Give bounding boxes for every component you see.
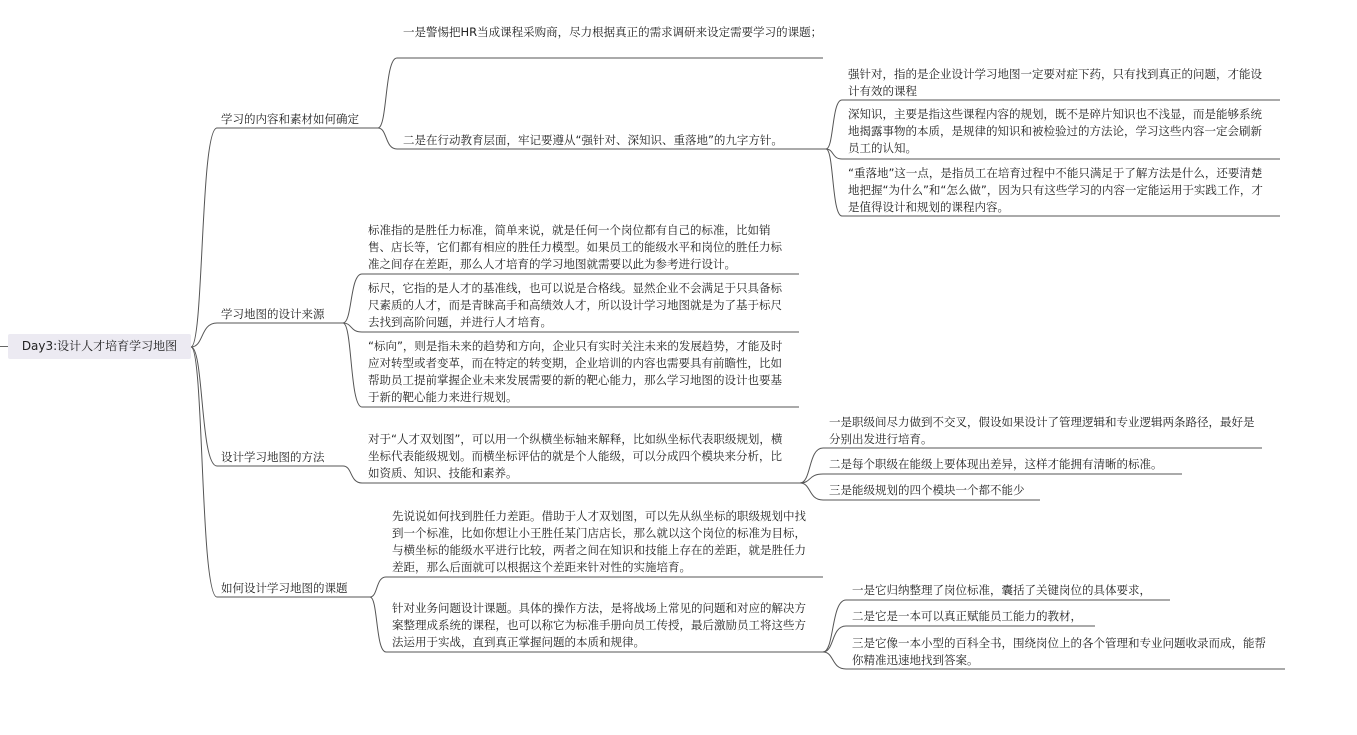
topic-future-direction[interactable]: “标向”，则是指未来的趋势和方向，企业只有实时关注未来的发展趋势，才能及时应对转型或者变革，而在特定的转变期，企业培训的内容也需要具有前瞻性，比如帮助员工提前掌握企业未来发展需要的新的靶心能力，那么学习地图的设计也要基于新的靶心能力来进行规划。 bbox=[368, 339, 783, 404]
branch-design-topics[interactable]: 如何设计学习地图的课题 bbox=[221, 581, 348, 595]
branch-to-topic-link bbox=[343, 323, 362, 332]
topic-to-subtopic-link bbox=[826, 100, 842, 149]
branch-to-topic-link bbox=[370, 577, 386, 597]
topic-business-problem-courses[interactable]: 针对业务问题设计课题。具体的操作方法，是将战场上常见的问题和对应的解决方案整理成系统的课程，也可以称它为标准手册向员工传授，最后激励员工将这些方法运用于实战，直到真正掌握问题的本质和规律。 bbox=[392, 601, 806, 649]
branch-to-topic-link bbox=[378, 58, 397, 128]
branch-design-sources[interactable]: 学习地图的设计来源 bbox=[221, 307, 325, 321]
topic-talent-dual-chart[interactable]: 对于“人才双划图”，可以用一个纵横坐标轴来解释，比如纵坐标代表职级规划，横坐标代表能级规划。而横坐标评估的就是个人能级，可以分成四个模块来分析，比如资质、知识、技能和素养。 bbox=[368, 432, 783, 480]
topic-nine-word-policy[interactable]: 二是在行动教育层面，牢记要遵从“强针对、深知识、重落地”的九字方针。 bbox=[403, 133, 783, 147]
topic-to-subtopic-link bbox=[823, 600, 846, 652]
subtopic-empowering-textbook[interactable]: 二是它是一本可以真正赋能员工能力的教材， bbox=[852, 609, 1082, 623]
subtopic-mini-encyclopedia[interactable]: 三是它像一本小型的百科全书，围绕岗位上的各个管理和专业问题收录而成，能帮你精准迅速地找到答案。 bbox=[852, 636, 1266, 667]
subtopic-rank-difference[interactable]: 二是每个职级在能级上要体现出差异，这样才能拥有清晰的标准。 bbox=[829, 457, 1163, 471]
topic-to-subtopic-link bbox=[800, 474, 823, 483]
topic-hr-course-buyer[interactable]: 一是警惕把HR当成课程采购商，尽力根据真正的需求调研来设定需要学习的课题； bbox=[403, 25, 823, 39]
subtopic-deep-knowledge[interactable]: 深知识，主要是指这些课程内容的规划，既不是碎片知识也不浅显，而是能够系统地揭露事物的本质，是规律的知识和被检验过的方法论，学习这些内容一定会刷新员工的认知。 bbox=[848, 107, 1262, 155]
subtopic-practical-landing[interactable]: “重落地”这一点，是指员工在培育过程中不能只满足于了解方法是什么，还要清楚地把握“为什么”和“怎么做”，因为只有这些学习的内容一定能运用于实践工作，才是值得设计和规划的课程内容。 bbox=[848, 166, 1263, 214]
branch-to-topic-link bbox=[343, 323, 362, 407]
root-connector-stub bbox=[0, 346, 8, 347]
topic-benchmark-ruler[interactable]: 标尺，它指的是人才的基准线，也可以说是合格线。显然企业不会满足于只具备标尺素质的人才，而是青睐高手和高绩效人才，所以设计学习地图就是为了基于标尺去找到高阶问题，并进行人才培育。 bbox=[368, 281, 782, 329]
topic-to-subtopic-link bbox=[826, 149, 842, 159]
subtopic-job-standards[interactable]: 一是它归纳整理了岗位标准，囊括了关键岗位的具体要求， bbox=[852, 583, 1151, 597]
topic-competency-gap[interactable]: 先说说如何找到胜任力差距。借助于人才双划图，可以先从纵坐标的职级规划中找到一个标准，比如你想让小王胜任某门店店长，那么就以这个岗位的标准为目标，与横坐标的能级水平进行比较，两者之间在知识和技能上存在的差距，就是胜任力差距，那么后面就可以根据这个差距来针对性的实施培育。 bbox=[392, 509, 806, 574]
root-to-branch-link bbox=[191, 347, 217, 466]
subtopic-strong-targeting[interactable]: 强针对，指的是企业设计学习地图一定要对症下药，只有找到真正的问题，才能设计有效的课程 bbox=[848, 67, 1262, 98]
topic-to-subtopic-link bbox=[800, 483, 823, 500]
branch-content-materials[interactable]: 学习的内容和素材如何确定 bbox=[221, 112, 359, 126]
branch-to-topic-link bbox=[370, 597, 386, 652]
branch-design-methods[interactable]: 设计学习地图的方法 bbox=[221, 450, 325, 464]
branch-to-topic-link bbox=[343, 466, 362, 483]
topic-to-subtopic-link bbox=[826, 149, 842, 216]
root-to-branch-link bbox=[191, 323, 217, 347]
branch-to-topic-link bbox=[378, 128, 397, 149]
topic-to-subtopic-link bbox=[823, 626, 846, 652]
subtopic-four-modules[interactable]: 三是能级规划的四个模块一个都不能少 bbox=[829, 483, 1025, 497]
subtopic-no-rank-overlap[interactable]: 一是职级间尽力做到不交叉，假设如果设计了管理逻辑和专业逻辑两条路径，最好是分别出发进行培育。 bbox=[829, 415, 1255, 446]
topic-competency-standard[interactable]: 标准指的是胜任力标准，简单来说，就是任何一个岗位都有自己的标准，比如销售、店长等，它们都有相应的胜任力模型。如果员工的能级水平和岗位的胜任力标准之间存在差距，那么人才培育的学习地图就需要以此为参考进行设计。 bbox=[368, 223, 782, 271]
root-to-branch-link bbox=[191, 128, 217, 347]
branch-to-topic-link bbox=[343, 274, 362, 323]
topic-to-subtopic-link bbox=[823, 652, 846, 669]
root-topic[interactable]: Day3:设计人才培育学习地图 bbox=[8, 334, 191, 359]
root-to-branch-link bbox=[191, 347, 217, 597]
topic-to-subtopic-link bbox=[800, 448, 823, 483]
